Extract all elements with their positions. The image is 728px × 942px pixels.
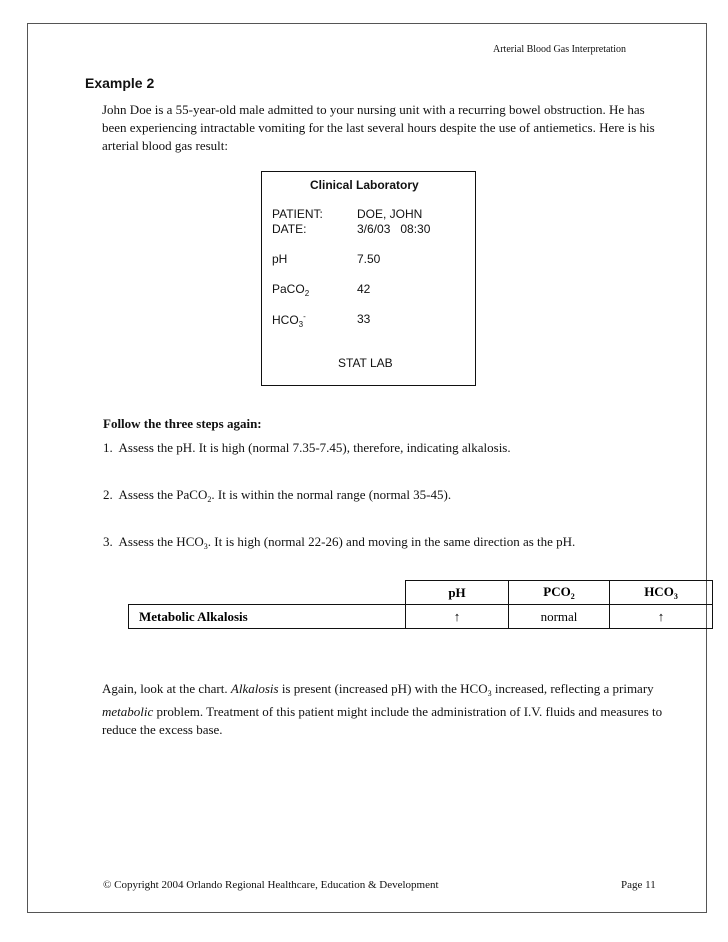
running-header: Arterial Blood Gas Interpretation bbox=[493, 44, 627, 55]
empty-header-cell bbox=[305, 581, 406, 605]
ph-value: 7.50 bbox=[357, 252, 381, 266]
header-hco3: $HCO_3$ bbox=[610, 581, 713, 605]
date-value: 3/6/03 08:30 bbox=[357, 222, 431, 236]
page-border bbox=[27, 23, 707, 913]
paco2-value: 42 bbox=[357, 282, 371, 296]
lab-result-box bbox=[261, 171, 476, 386]
steps-title: Follow the three steps again: bbox=[103, 416, 262, 431]
step-2: 2. Assess the PaCO$_2$. It is within the normal range (normal 35-45). bbox=[103, 487, 452, 504]
table-header-row bbox=[129, 581, 713, 605]
copyright: © Copyright 2004 Orlando Regional Healthcare, Education & Development bbox=[103, 879, 439, 891]
table-row bbox=[129, 605, 713, 629]
conclusion-paragraph: Again, look at the chart. Alkalosis is present (increased pH) with the $HCO_3$ increased, reflecting a primary metabolic problem. Treatment of this patient might include the administration of I.V. fluids and measures to reduce the excess base. bbox=[102, 681, 663, 737]
step-3: 3. Assess the $HCO_3$. It is high (normal 22-26) and moving in the same direction as the pH. bbox=[103, 534, 576, 551]
intro-paragraph: John Doe is a 55-year-old male admitted to your nursing unit with a recurring bowel obstruction. He has been experiencing intractable vomiting for the last several hours despite the use of antiemetics. Here is his arterial blood gas result: bbox=[102, 102, 655, 153]
interpretation-table bbox=[128, 580, 713, 629]
lab-footer: STAT LAB bbox=[338, 356, 393, 370]
ph-label: pH bbox=[272, 252, 288, 266]
row-hco3: ↑ bbox=[610, 605, 713, 629]
lab-title: Clinical Laboratory bbox=[310, 178, 419, 192]
step-1: 1. Assess the pH. It is high (normal 7.35-7.45), therefore, indicating alkalosis. bbox=[103, 440, 511, 455]
page-number: Page 11 bbox=[621, 879, 656, 891]
header-ph: pH bbox=[406, 581, 509, 605]
hco3-label: $HCO_3^-$ bbox=[272, 312, 306, 329]
hco3-value: 33 bbox=[357, 312, 371, 326]
date-label: DATE: bbox=[272, 222, 307, 236]
row-label: Metabolic Alkalosis bbox=[129, 605, 406, 629]
example-heading: Example 2 bbox=[85, 75, 155, 91]
empty-cell bbox=[129, 581, 305, 605]
patient-label: PATIENT: bbox=[272, 207, 323, 221]
header-pco2: $PCO_2$ bbox=[509, 581, 610, 605]
paco2-label: PaCO$_2$ bbox=[272, 282, 310, 298]
row-pco2: normal bbox=[509, 605, 610, 629]
patient-value: DOE, JOHN bbox=[357, 207, 423, 221]
row-ph: ↑ bbox=[406, 605, 509, 629]
